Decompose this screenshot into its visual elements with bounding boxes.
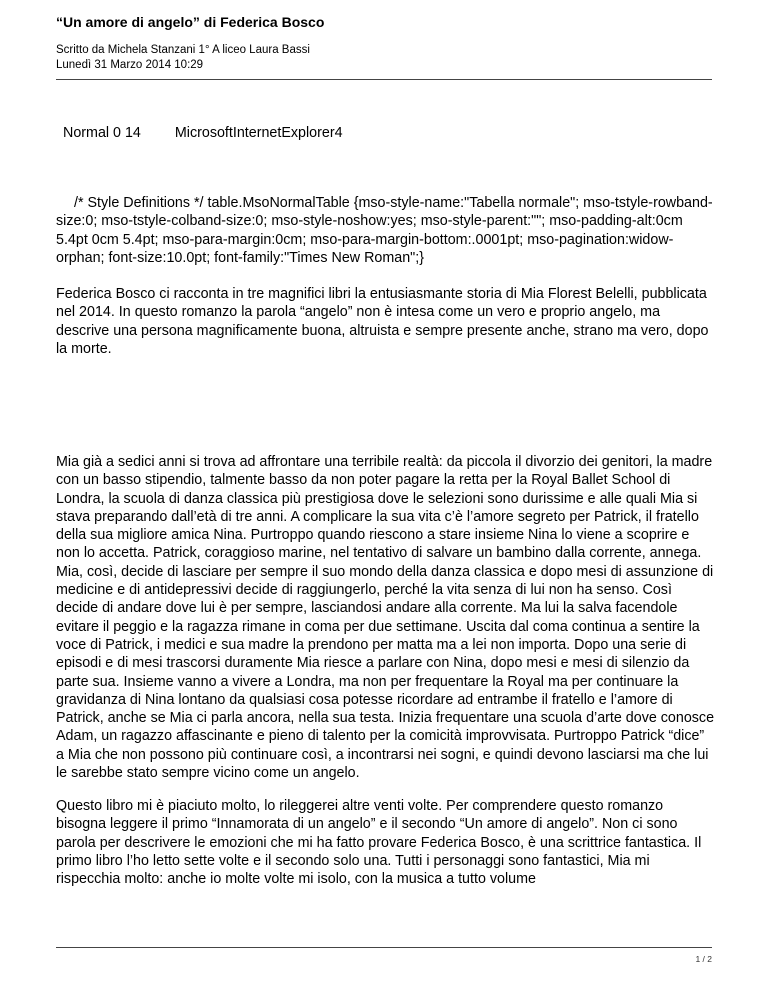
- date-line: Lunedì 31 Marzo 2014 10:29: [56, 59, 204, 71]
- footer-divider: [56, 947, 712, 948]
- paragraph-text: Questo libro mi è piaciuto molto, lo rileggerei altre venti volte. Per comprendere questo romanzo bisogna leggere il primo “Innamorata di un angelo” e il secondo “Un amore di angelo”. Non ci sono parola per descrivere le emozioni che mi ha fatto provare Federica Bosco, è una scrittrice fantastica. Il primo libro l’ho letto sette volte e il secondo solo una. Tutti i personaggi sono fantastici, Mia mi rispecchia molto: anche io molte volte mi isolo, con la musica a tutto volume: [56, 798, 702, 888]
- article-meta: [56, 43, 310, 73]
- header-divider: [56, 79, 712, 80]
- paragraph-plot: [56, 453, 716, 782]
- word-artifact-browser: MicrosoftInternetExplorer4: [174, 125, 343, 141]
- page-number: 1 / 2: [695, 954, 712, 964]
- paragraph-opinion: [56, 797, 716, 888]
- paragraph-text: Mia già a sedici anni si trova ad affrontare una terribile realtà: da piccola il divorzio dei genitori, la madre con un basso stipendio, talmente basso da non poter pagare la retta per la Royal Ballet School di Londra, la scuola di danza classica più prestigiosa dove le selezioni sono durissime e alle quali Mia si stava preparando dall’età di tre anni. A complicare la sua vita c’è l’amore segreto per Patrick, il fratello della sua migliore amica Nina. Purtroppo quando riescono a stare insieme Nina lo viene a scoprire e non lo accetta. Patrick, coraggioso marine, nel tentativo di salvare un bambino dalla corrente, annega. Mia, così, decide di lasciare per sempre il suo mondo della danza classica e dopo mesi di assunzione di medicine e di antidepressivi decide di raggiungerlo, perché la vita senza di lui non ha senso. Così decide di andare dove lui è per sempre, lasciandosi andare alla corrente. Ma lui la salva facendole evitare il peggio e la ragazza rimane in coma per due settimane. Uscita dal coma continua a sentire la voce di Patrick, i medici e sua madre la prendono per matta ma a lei non importa. Dopo una serie di episodi e di mesi trascorsi duramente Mia riesce a parlare con Nina, dopo mesi e mesi di silenzio da parte sua. Insieme vanno a vivere a Londra, ma non per frequentare la Royal ma per continuare la gravidanza di Nina lontano da qualsiasi cosa potesse ricordare ad entrambe il fratello e l’amore di Patrick, anche se Mia ci parla ancora, nella sua testa. Inizia frequentare una scuola d’arte dove conosce Adam, un ragazzo affascinante e pieno di talento per la comicità improvvisata. Purtroppo Patrick “dice” a Mia che non possono più continuare così, a incontrarsi nei sogni, e quindi devono lasciarsi ma che lui le sarebbe stato sempre vicino come un angelo.: [56, 454, 715, 782]
- author-line: Scritto da Michela Stanzani 1° A liceo Laura Bassi: [56, 44, 310, 56]
- word-artifact-normal: Normal 0 14: [63, 125, 141, 141]
- page-title: “Un amore di angelo” di Federica Bosco: [56, 14, 325, 30]
- word-artifact-line: [63, 124, 343, 142]
- paragraph-text: Federica Bosco ci racconta in tre magnifici libri la entusiasmante storia di Mia Florest Belelli, pubblicata nel 2014. In questo romanzo la parola “angelo” non è intesa come un vero e proprio angelo, ma descrive una persona magnificamente buona, altruista e sempre presente anche, strano ma vero, dopo la morte.: [56, 286, 709, 357]
- paragraph-intro: [56, 285, 716, 358]
- style-definitions: /* Style Definitions */ table.MsoNormalTable {mso-style-name:"Tabella normale"; mso-tstyle-rowband-size:0; mso-tstyle-colband-size:0; mso-style-noshow:yes; mso-style-parent:""; mso-padding-alt:0cm 5.4pt 0cm 5.4pt; mso-para-margin:0cm; mso-para-margin-bottom:.0001pt; mso-pagination:widow-orphan; font-size:10.0pt; font-family:"Times New Roman";}: [56, 195, 713, 266]
